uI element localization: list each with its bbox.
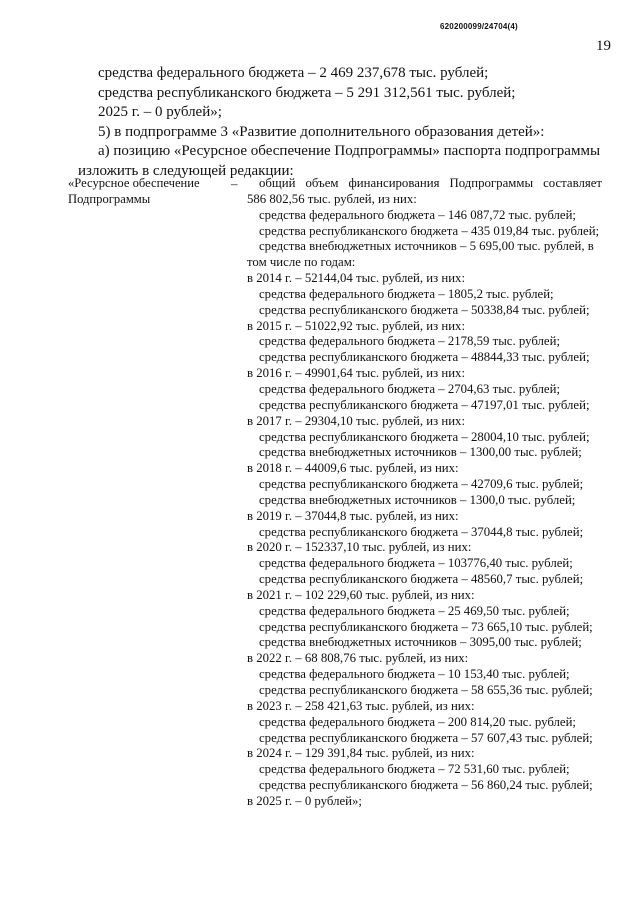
funding-line: в 2025 г. – 0 рублей»; [247,793,362,808]
funding-line: средства внебюджетных источников – 1300,0 тыс. рублей; [259,492,576,507]
funding-line: общий объем финансирования Подпрограммы составляет [259,176,602,190]
funding-line: средства республиканского бюджета – 50338,84 тыс. рублей; [259,302,590,317]
funding-line: средства внебюджетных источников – 3095,00 тыс. рублей; [259,635,582,650]
page-number: 19 [596,38,611,54]
funding-line: средства внебюджетных источников – 5 695,00 тыс. рублей, в [259,239,594,254]
funding-line: 586 802,56 тыс. рублей, из них: [247,191,417,206]
funding-line: средства федерального бюджета – 10 153,40 тыс. рублей; [259,667,570,682]
funding-line: средства федерального бюджета – 200 814,20 тыс. рублей; [259,714,576,729]
table-left-cell [68,176,228,207]
intro-paragraph [78,64,618,182]
funding-line: в 2019 г. – 37044,8 тыс. рублей, из них: [247,508,459,523]
funding-line: средства федерального бюджета – 2704,63 тыс. рублей; [259,381,560,396]
funding-line: средства федерального бюджета – 103776,40 тыс. рублей; [259,556,573,571]
funding-line: средства республиканского бюджета – 48844,33 тыс. рублей; [259,350,590,365]
intro-line-item-5: 5) в подпрограмме 3 «Развитие дополнительного образования детей»: [98,123,545,140]
intro-line-item-a: а) позицию «Ресурсное обеспечение Подпрограммы» паспорта подпрограммы [98,143,601,160]
funding-line: в 2017 г. – 29304,10 тыс. рублей, из них: [247,413,466,428]
document-id: 620200099/24704(4) [440,22,518,31]
intro-line-2025: 2025 г. – 0 рублей»; [98,104,222,121]
funding-line: средства республиканского бюджета – 57 607,43 тыс. рублей; [259,730,593,745]
funding-line: средства федерального бюджета – 2178,59 тыс. рублей; [259,334,560,349]
funding-line: в 2021 г. – 102 229,60 тыс. рублей, из них: [247,587,475,602]
funding-line: средства республиканского бюджета – 37044,8 тыс. рублей; [259,524,584,539]
funding-line: средства республиканского бюджета – 56 860,24 тыс. рублей; [259,778,593,793]
funding-line: средства республиканского бюджета – 73 665,10 тыс. рублей; [259,619,593,634]
funding-line: средства республиканского бюджета – 58 655,36 тыс. рублей; [259,683,593,697]
funding-line: средства республиканского бюджета – 42709,6 тыс. рублей; [259,477,584,492]
intro-line-republic: средства республиканского бюджета – 5 291 312,561 тыс. рублей; [98,84,516,101]
funding-line: средства республиканского бюджета – 435 019,84 тыс. рублей; [259,223,600,238]
funding-line: средства республиканского бюджета – 48560,7 тыс. рублей; [259,572,584,587]
resource-label-line2: Подпрограммы [68,191,151,206]
funding-line: в 2015 г. – 51022,92 тыс. рублей, из них: [247,318,466,333]
funding-line: том числе по годам: [247,255,356,270]
funding-line: в 2022 г. – 68 808,76 тыс. рублей, из них: [247,651,469,666]
funding-line: в 2016 г. – 49901,64 тыс. рублей, из них: [247,366,466,381]
funding-line: в 2020 г. – 152337,10 тыс. рублей, из них: [247,540,472,555]
intro-line-wording: изложить в следующей редакции: [78,162,294,179]
funding-line: в 2014 г. – 52144,04 тыс. рублей, из них: [247,271,466,286]
funding-line: в 2023 г. – 258 421,63 тыс. рублей, из них: [247,698,475,713]
resource-label-line1: «Ресурсное обеспечение [68,176,200,190]
table-dash: – [231,176,238,191]
funding-line: средства федерального бюджета – 72 531,60 тыс. рублей; [259,762,570,777]
funding-line: средства внебюджетных источников – 1300,00 тыс. рублей; [259,445,582,460]
funding-line: в 2024 г. – 129 391,84 тыс. рублей, из них: [247,746,475,761]
funding-line: средства республиканского бюджета – 47197,01 тыс. рублей; [259,397,590,412]
table-right-cell [247,176,602,810]
funding-line: в 2018 г. – 44009,6 тыс. рублей, из них: [247,461,459,476]
funding-line: средства федерального бюджета – 146 087,72 тыс. рублей; [259,207,576,222]
intro-line-federal: средства федерального бюджета – 2 469 237,678 тыс. рублей; [98,65,489,81]
funding-line: средства федерального бюджета – 1805,2 тыс. рублей; [259,286,554,301]
funding-line: средства федерального бюджета – 25 469,50 тыс. рублей; [259,603,570,618]
funding-line: средства республиканского бюджета – 28004,10 тыс. рублей; [259,429,590,444]
